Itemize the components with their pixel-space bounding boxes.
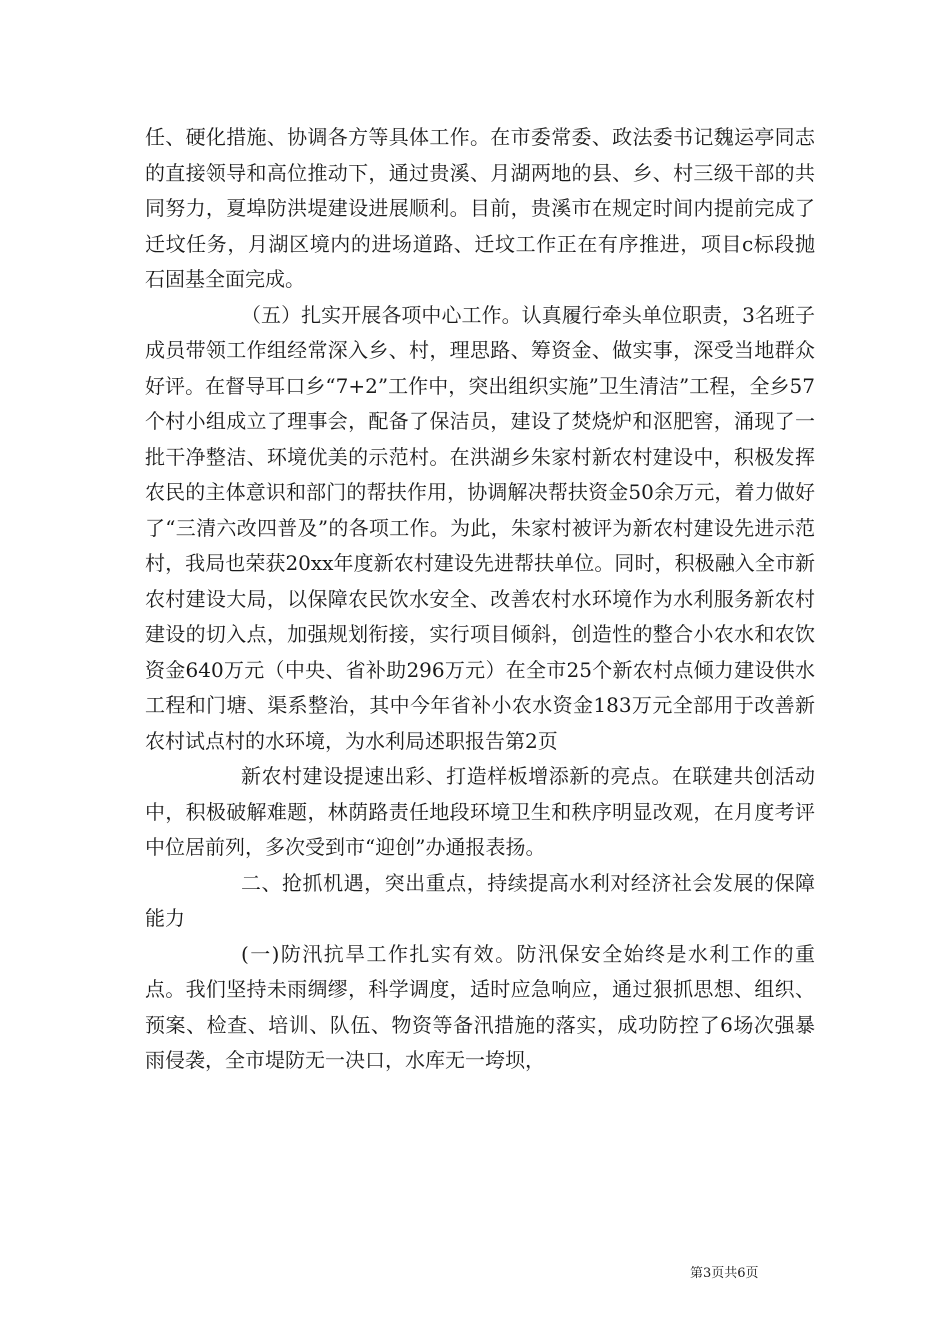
document-body bbox=[145, 120, 815, 1079]
page-number-footer: 第3页共6页 bbox=[690, 1266, 759, 1281]
paragraph-new-rural-construction: 新农村建设提速出彩、打造样板增添新的亮点。在联建共创活动中，积极破解难题，林荫路责任地段环境卫生和秩序明显改观，在月度考评中位居前列，多次受到市“迎创”办通报表扬。 bbox=[145, 764, 815, 859]
paragraph-section-five: （五）扎实开展各项中心工作。认真履行牵头单位职责，3名班子成员带领工作组经常深入乡、村，理思路、筹资金、做实事，深受当地群众好评。在督导耳口乡“7+2”工作中，突出组织实施”卫生清洁”工程，全乡57个村小组成立了理事会，配备了保洁员，建设了焚烧炉和沤肥窖，涌现了一批干净整洁、环境优美的示范村。在洪湖乡朱家村新农村建设中，积极发挥农民的主体意识和部门的帮扶作用，协调解决帮扶资金50余万元，着力做好了“三清六改四普及”的各项工作。为此，朱家村被评为新农村建设先进示范村，我局也荣获20xx年度新农村建设先进帮扶单位。同时，积极融入全市新农村建设大局，以保障农民饮水安全、改善农村水环境作为水利服务新农村建设的切入点，加强规划衔接，实行项目倾斜，创造性的整合小农水和农饮资金640万元（中央、省补助296万元）在全市25个新农村点倾力建设供水工程和门塘、渠系整治，其中今年省补小农水资金183万元全部用于改善新农村试点村的水环境，为水利局述职报告第2页 bbox=[145, 302, 815, 753]
section-heading-two: 二、抢抓机遇，突出重点，持续提高水利对经济社会发展的保障能力 bbox=[145, 870, 815, 930]
paragraph-continuation: 任、硬化措施、协调各方等具体工作。在市委常委、政法委书记魏运亭同志的直接领导和高位推动下，通过贵溪、月湖两地的县、乡、村三级干部的共同努力，夏埠防洪堤建设进展顺利。目前，贵溪市在规定时间内提前完成了迁坟任务，月湖区境内的进场道路、迁坟工作正在有序推进，项目c标段抛石固基全面完成。 bbox=[145, 125, 815, 291]
paragraph-flood-control: (一)防汛抗旱工作扎实有效。防汛保安全始终是水利工作的重点。我们坚持未雨绸缪，科学调度，适时应急响应，通过狠抓思想、组织、预案、检查、培训、队伍、物资等备汛措施的落实，成功防控了6场次强暴雨侵袭，全市堤防无一决口，水库无一垮坝， bbox=[145, 941, 815, 1072]
